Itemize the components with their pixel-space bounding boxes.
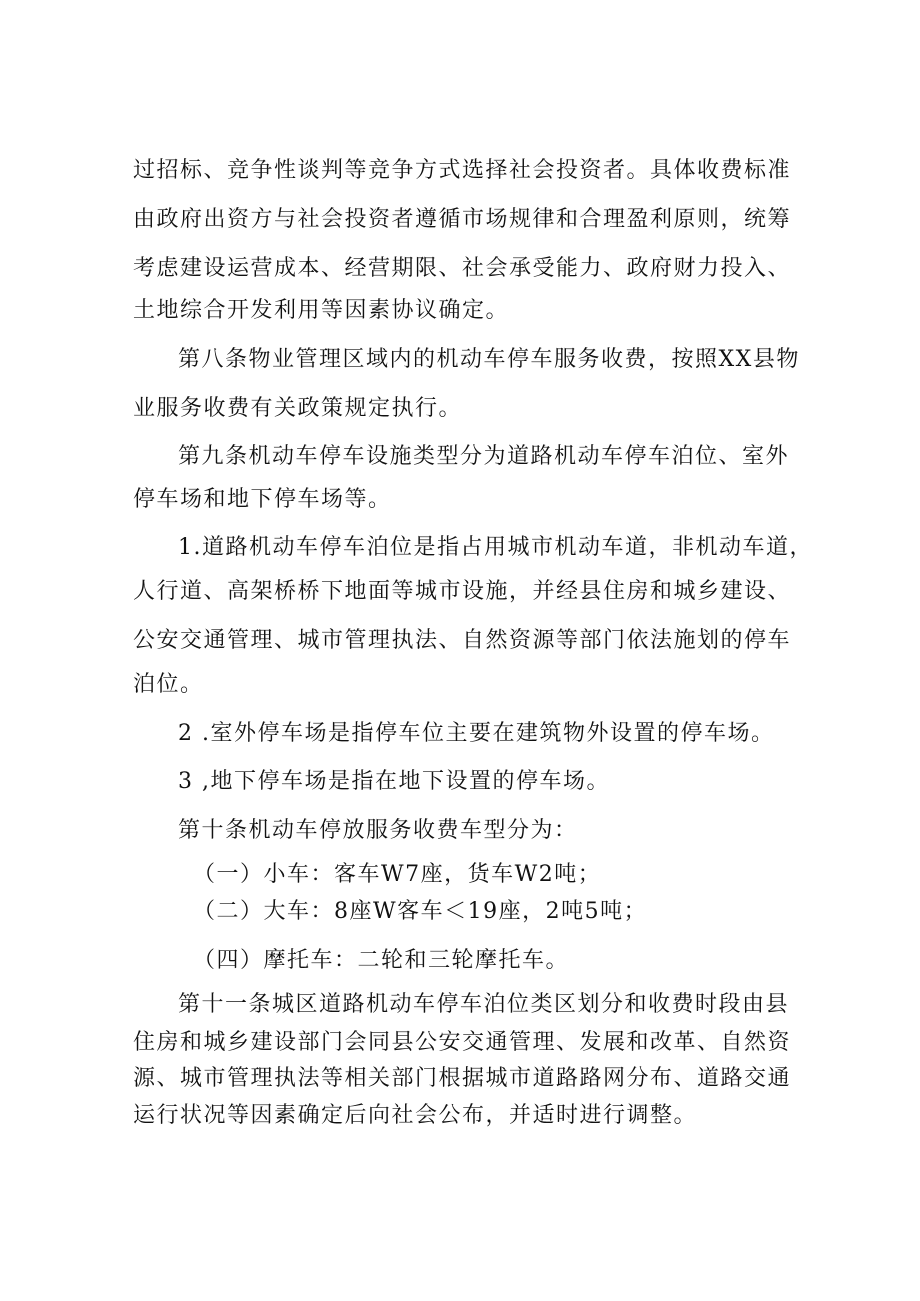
text-line: 源、城市管理执法等相关部门根据城市道路路网分布、道路交通 <box>133 1066 792 1091</box>
text-line: 公安交通管理、城市管理执法、自然资源等部门依法施划的停车 <box>133 628 792 653</box>
vehicle-type-motorcycle: （四）摩托车：二轮和三轮摩托车。 <box>193 948 570 973</box>
article-11-line: 第十一条城区道路机动车停车泊位类区划分和收费时段由县 <box>178 992 790 1017</box>
vehicle-type-large: （二）大车：8座W客车＜19座，2吨5吨； <box>193 899 648 924</box>
article-8-line: 第八条物业管理区域内的机动车停车服务收费，按照XX县物 <box>178 347 800 372</box>
text-line: 过招标、竞争性谈判等竞争方式选择社会投资者。具体收费标准 <box>133 158 792 183</box>
vehicle-type-small: （一）小车：客车W7座，货车W2吨； <box>193 862 602 887</box>
article-9-line: 第九条机动车停车设施类型分为道路机动车停车泊位、室外 <box>178 444 790 469</box>
item-1-line: 1.道路机动车停车泊位是指占用城市机动车道，非机动车道， <box>178 535 813 560</box>
text-line: 泊位。 <box>133 672 204 697</box>
item-2-line: 2 .室外停车场是指停车位主要在建筑物外设置的停车场。 <box>178 721 775 746</box>
text-line: 考虑建设运营成本、经营期限、社会承受能力、政府财力投入、 <box>133 256 792 281</box>
text-line: 运行状况等因素确定后向社会公布，并适时进行调整。 <box>133 1103 698 1128</box>
text-line: 住房和城乡建设部门会同县公安交通管理、发展和改革、自然资 <box>133 1030 792 1055</box>
item-3-line: 3 ,地下停车场是指在地下设置的停车场。 <box>178 769 610 794</box>
article-10-line: 第十条机动车停放服务收费车型分为： <box>178 818 578 843</box>
text-line: 业服务收费有关政策规定执行。 <box>133 396 463 421</box>
text-line: 由政府出资方与社会投资者遵循市场规律和合理盈利原则，统筹 <box>133 207 792 232</box>
text-line: 人行道、高架桥桥下地面等城市设施，并经县住房和城乡建设、 <box>133 579 792 604</box>
text-line: 停车场和地下停车场等。 <box>133 487 392 512</box>
text-line: 土地综合开发利用等因素协议确定。 <box>133 298 510 323</box>
